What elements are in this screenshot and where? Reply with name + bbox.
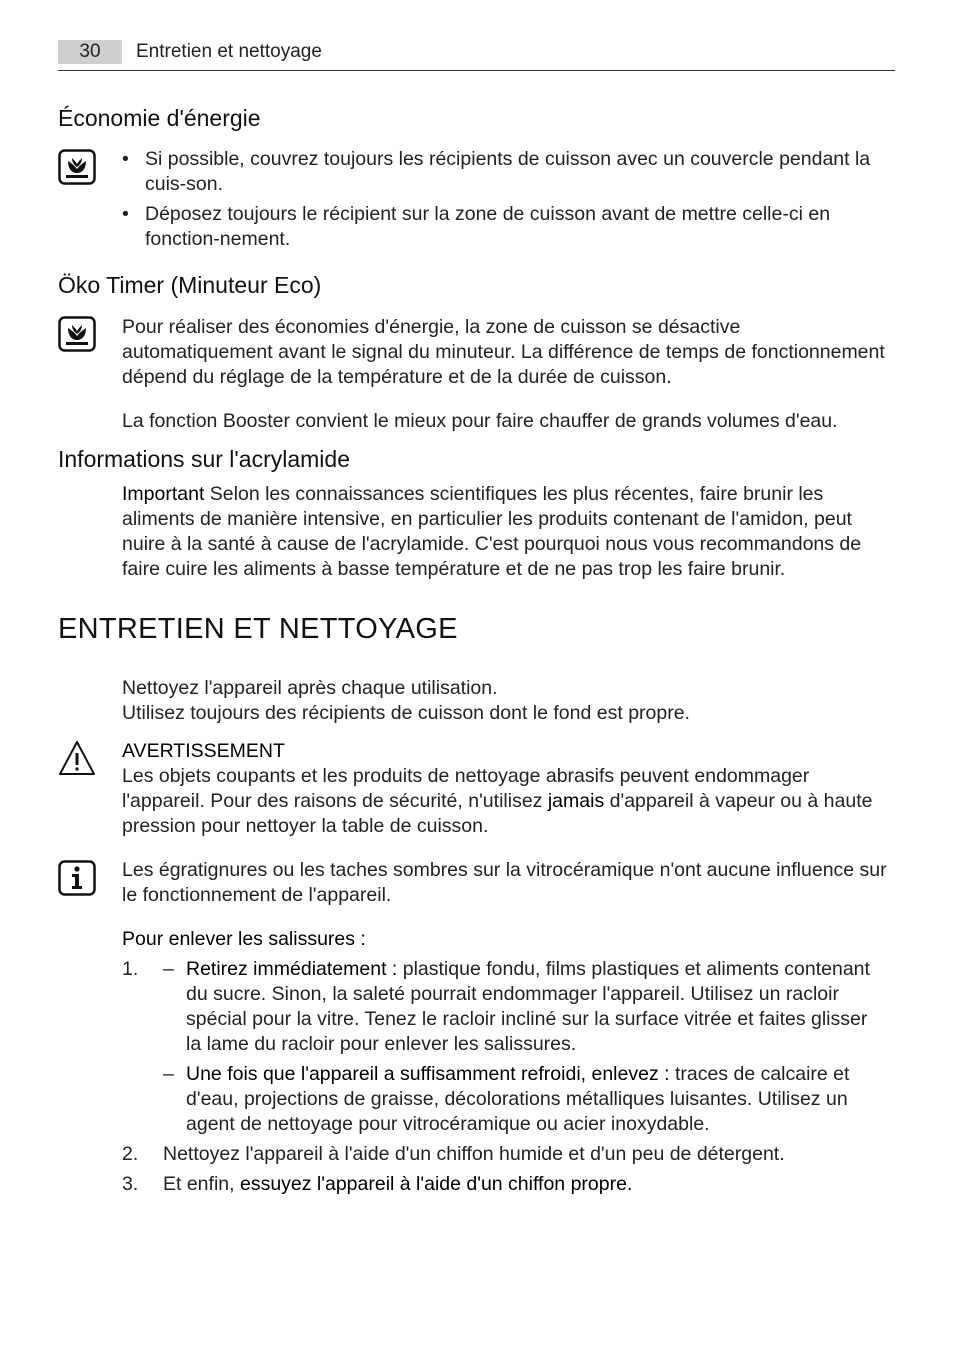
step-1b xyxy=(186,1062,886,1137)
eco-leaf-icon xyxy=(58,316,96,352)
oko-paragraph-1: Pour réaliser des économies d'énergie, la zone de cuisson se désactive automatiquement avant le signal du minuteur. La différence de temps de fonctionnement dépend du réglage de la température et de la durée de cuisson. xyxy=(122,316,885,388)
warning-text-a: Les objets coupants et les produits de nettoyage abrasifs peuvent endommager l'appareil. Pour des raisons de sécurité, n'utilisez xyxy=(122,765,810,812)
step-1a-bold: Retirez immédiatement : xyxy=(186,958,398,980)
step-2-number: 2. xyxy=(122,1143,139,1165)
page-header xyxy=(58,40,895,71)
economie-bullets xyxy=(122,147,897,257)
header-section-title: Entretien et nettoyage xyxy=(136,41,322,62)
info-text: Les égratignures ou les taches sombres sur la vitrocéramique n'ont aucune influence sur le fonctionnement de l'appareil. xyxy=(122,859,887,906)
intro-line-1: Nettoyez l'appareil après chaque utilisation. xyxy=(122,677,498,699)
heading-acrylamide: Informations sur l'acrylamide xyxy=(58,446,350,472)
oko-paragraph-2: La fonction Booster convient le mieux pour faire chauffer de grands volumes d'eau. xyxy=(122,410,838,432)
step-2: Nettoyez l'appareil à l'aide d'un chiffon humide et d'un peu de détergent. xyxy=(163,1143,785,1165)
step-3-bold: essuyez l'appareil à l'aide d'un chiffon propre. xyxy=(239,1173,633,1195)
step-1a xyxy=(186,957,886,1057)
page-number: 30 xyxy=(58,40,122,64)
remove-label: Pour enlever les salissures : xyxy=(122,928,366,950)
step-1-number: 1. xyxy=(122,958,139,980)
bullet-text: Si possible, couvrez toujours les récipients de cuisson avec un couvercle pendant la cuis-son. xyxy=(145,148,871,195)
heading-economie: Économie d'énergie xyxy=(58,105,261,131)
dash-1b: – xyxy=(163,1063,174,1085)
acrylamide-text: Selon les connaissances scientifiques les plus récentes, faire brunir les aliments de manière intensive, en particulier les produits contenant de l'amidon, peut nuire à la santé à cause de l'acrylamide. C'est pourquoi nous vous recommandons de faire cuire les aliments à basse température et de ne pas trop les faire brunir. xyxy=(122,483,862,580)
warning-triangle-icon xyxy=(58,739,96,777)
step-3 xyxy=(163,1172,888,1197)
entretien-intro xyxy=(122,676,892,726)
list-item: • Si possible, couvrez toujours les récipients de cuisson avec un couvercle pendant la cuis-son. xyxy=(122,148,871,195)
step-3-text: Et enfin, xyxy=(163,1173,240,1195)
dash-1a: – xyxy=(163,958,174,980)
warning-bold: jamais xyxy=(547,790,605,812)
acrylamide-paragraph xyxy=(122,482,892,582)
step-1a-text: plastique fondu, films plastiques et aliments contenant du sucre. Sinon, la saleté pourrait endommager l'appareil. Utilisez un racloir spécial pour la vitre. Tenez le racloir incliné sur la surface vitrée et faites glisser la lame du racloir pour enlever les salissures. xyxy=(186,958,870,1055)
step-1b-bold: Une fois que l'appareil a suffisamment refroidi, enlevez : xyxy=(186,1063,670,1085)
step-3-number: 3. xyxy=(122,1173,139,1195)
intro-line-2: Utilisez toujours des récipients de cuisson dont le fond est propre. xyxy=(122,702,690,724)
eco-leaf-icon xyxy=(58,149,96,185)
heading-oko-timer: Öko Timer (Minuteur Eco) xyxy=(58,272,322,298)
warning-text-b: d'appareil à vapeur ou à haute pression pour nettoyer la table de cuisson. xyxy=(122,790,873,837)
section-title-entretien: ENTRETIEN ET NETTOYAGE xyxy=(58,613,458,645)
important-label: Important xyxy=(122,483,205,505)
info-icon xyxy=(58,860,96,896)
bullet-text: Déposez toujours le récipient sur la zone de cuisson avant de mettre celle-ci en fonction-nement. xyxy=(145,203,831,250)
list-item: • Déposez toujours le récipient sur la zone de cuisson avant de mettre celle-ci en fonction-nement. xyxy=(122,203,831,250)
step-1b-text: traces de calcaire et d'eau, projections de graisse, décolorations métalliques luisantes. Utilisez un agent de nettoyage pour vitrocéramique ou acier inoxydable. xyxy=(186,1063,850,1135)
warning-title: AVERTISSEMENT xyxy=(122,740,285,762)
warning-block xyxy=(122,739,892,839)
